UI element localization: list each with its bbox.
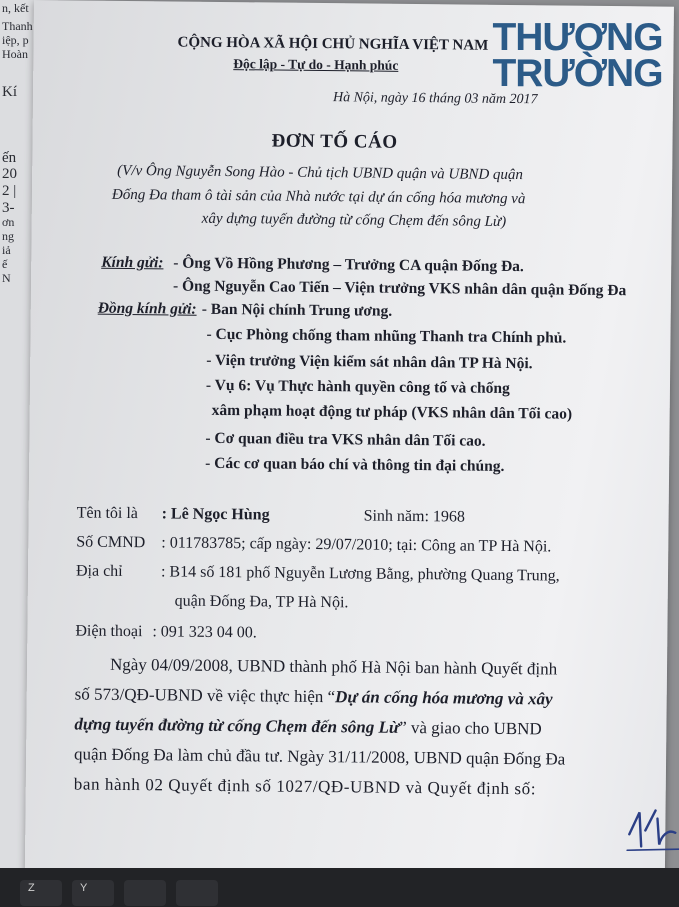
motto: Độc lập - Tự do - Hạnh phúc — [233, 56, 399, 73]
underlying-text: Thanh — [2, 19, 33, 33]
underlying-text: Hoàn — [2, 47, 28, 61]
underlying-text: ế — [2, 257, 8, 271]
address-line: quận Đống Đa, TP Hà Nội. — [174, 592, 349, 612]
paragraph-text: số 573/QĐ-UBND về việc thực hiện “ — [74, 684, 336, 707]
cc-item: xâm phạm hoạt động tư pháp (VKS nhân dân Tối cao) — [211, 401, 573, 423]
name-value: : Lê Ngọc Hùng — [161, 505, 270, 524]
paragraph-text: Ngày 04/09/2008, UBND thành phố Hà Nội ban hành Quyết định — [109, 654, 558, 679]
recipient-item: - Ông Vồ Hồng Phương – Trưởng CA quận Đống Đa. — [173, 254, 524, 276]
underlying-text: ơn — [2, 215, 15, 229]
subject-line: Đống Đa tham ô tài sản của Nhà nước tại dự án cống hóa mương và — [111, 186, 526, 208]
cc-label — [98, 300, 197, 319]
underlying-text: N — [2, 271, 11, 285]
underlying-text: n, kết — [2, 1, 29, 15]
recipients-label — [101, 254, 163, 273]
cc-item: - Cơ quan điều tra VKS nhân dân Tối cao. — [205, 429, 486, 450]
handwritten-initials — [625, 806, 679, 857]
cc-item: - Viện trưởng Viện kiểm sát nhân dân TP Hà Nội. — [206, 351, 533, 373]
keyboard-key — [176, 880, 218, 906]
cc-item: - Các cơ quan báo chí và thông tin đại chúng. — [205, 454, 505, 475]
paragraph-line — [74, 744, 565, 769]
paragraph-text: ban hành 02 Quyết định số 1027/QĐ-UBND và Quyết định số: — [73, 774, 537, 799]
keyboard-key: Z — [20, 880, 62, 906]
project-name: Dự án cống hóa mương và xây — [335, 687, 553, 709]
paragraph-text: ” và giao cho UBND — [399, 717, 542, 739]
address-line: : B14 số 181 phố Nguyễn Lương Bằng, phường Quang Trung, — [160, 563, 560, 585]
watermark-logo — [490, 16, 665, 95]
document-title: ĐƠN TỐ CÁO — [271, 130, 398, 153]
paragraph-line — [110, 655, 557, 680]
paragraph-line — [75, 684, 553, 709]
paragraph-line — [74, 714, 542, 739]
cc-item: - Ban Nội chính Trung ương. — [201, 300, 393, 320]
place-date: Hà Nội, ngày 16 tháng 03 năm 2017 — [332, 90, 538, 108]
address-label: Địa chỉ — [75, 562, 123, 580]
underlying-text: ng — [2, 229, 14, 243]
keyboard-key — [124, 880, 166, 906]
paragraph-text: quận Đống Đa làm chủ đầu tư. Ngày 31/11/2008, UBND quận Đống Đa — [74, 744, 566, 769]
name-label: Tên tôi là — [76, 504, 139, 523]
underlying-text: 20 — [2, 166, 17, 182]
underlying-text: 3- — [2, 200, 15, 216]
document-page — [25, 0, 674, 879]
id-value: : 011783785; cấp ngày: 29/07/2010; tại: Công an TP Hà Nội. — [161, 534, 552, 556]
phone-label: Điện thoại — [75, 622, 143, 641]
subject-line: xây dựng tuyến đường từ cống Chẹm đến sông Lừ) — [201, 210, 507, 230]
cc-item: - Cục Phòng chống tham nhũng Thanh tra Chính phủ. — [206, 325, 567, 347]
paragraph-line — [74, 774, 537, 799]
project-name: dựng tuyến đường từ cống Chẹm đến sông Lừ — [74, 714, 400, 737]
cc-item: - Vụ 6: Vụ Thực hành quyền công tố và chống — [205, 376, 510, 398]
cc-label-text: Đồng kính gửi: — [97, 299, 197, 318]
underlying-text: ến — [2, 150, 17, 166]
id-label: Số CMND — [76, 533, 146, 552]
underlying-text: 2 | — [2, 183, 17, 199]
underlying-text: iả — [2, 243, 11, 257]
recipients-label-text: Kính gửi: — [101, 253, 164, 272]
keyboard-edge — [0, 868, 679, 907]
keyboard-key: Y — [72, 880, 114, 906]
country-heading: CỘNG HÒA XÃ HỘI CHỦ NGHĨA VIỆT NAM — [177, 34, 489, 54]
underlying-text: Kí — [2, 84, 17, 100]
birth-year: Sinh năm: 1968 — [363, 507, 466, 526]
watermark-line: TRƯỜNG — [492, 52, 663, 95]
underlying-text: iệp, p — [2, 33, 29, 47]
recipient-item: - Ông Nguyễn Cao Tiến – Viện trưởng VKS nhân dân quận Đống Đa — [172, 277, 627, 300]
subject-line: (V/v Ông Nguyễn Song Hào - Chủ tịch UBND quận và UBND quận — [117, 162, 524, 184]
watermark-line: THƯƠNG — [492, 16, 663, 59]
phone-value: : 091 323 04 00. — [152, 623, 257, 642]
